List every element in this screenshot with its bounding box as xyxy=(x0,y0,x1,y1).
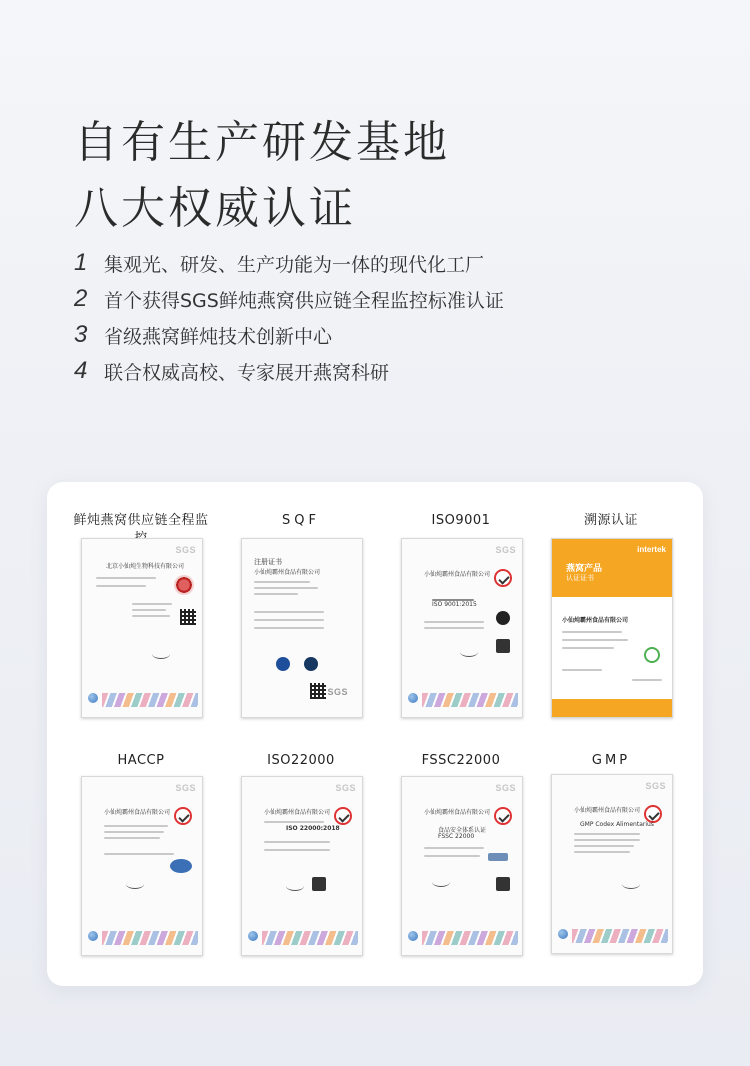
feature-number: 3 xyxy=(74,321,88,348)
certificate-card xyxy=(391,752,531,840)
signature-icon xyxy=(622,879,640,889)
sgs-logo: SGS xyxy=(175,545,196,555)
seal-icon xyxy=(174,575,194,595)
certificate-banner-title: 燕窝产品 xyxy=(566,564,603,574)
certificate-company: 小仙炖霸州食品有限公司 xyxy=(424,571,491,578)
signature-icon xyxy=(152,649,170,659)
certificate-card xyxy=(541,512,681,624)
qr-code-icon xyxy=(180,609,196,625)
ribbon-decoration xyxy=(102,931,198,945)
sgs-seal-icon xyxy=(494,807,512,825)
sgs-logo: SGS xyxy=(495,545,516,555)
sgs-seal-icon xyxy=(494,569,512,587)
certificate-title: 溯源认证 xyxy=(583,513,638,528)
feature-item xyxy=(74,353,504,389)
signature-icon xyxy=(286,881,304,891)
ukas-seal-icon xyxy=(304,657,318,671)
certificate-card xyxy=(231,752,371,832)
sgs-logo: SGS xyxy=(645,781,666,791)
certificate-title: 鲜炖燕窝供应链全程监 xyxy=(73,513,209,528)
headline-line1: 自有生产研发基地 xyxy=(74,117,450,168)
green-seal-icon xyxy=(644,647,660,663)
certificate-card xyxy=(541,752,681,828)
certificate-company: 北京小仙炖生物科技有限公司 xyxy=(106,563,185,570)
iaf-seal-icon xyxy=(496,611,510,625)
feature-text: 首个获得SGS鲜炖燕窝供应链全程监控标准认证 xyxy=(104,289,504,312)
certificate-standard: GMP Codex Alimentarius xyxy=(580,821,654,828)
feature-text: 集观光、研发、生产功能为一体的现代化工厂 xyxy=(104,253,485,276)
feature-item xyxy=(74,317,504,353)
certificate-company: 小仙炖霸州食品有限公司 xyxy=(254,569,321,576)
ribbon-decoration xyxy=(572,929,668,943)
headline-line2: 八大权威认证 xyxy=(74,183,356,234)
certificate-heading: 注册证书 xyxy=(254,558,282,566)
feature-list xyxy=(74,245,504,389)
certificate-title: SQF xyxy=(282,513,320,528)
globe-icon xyxy=(408,931,418,941)
certificate-card xyxy=(231,512,371,697)
feature-number: 2 xyxy=(74,285,88,312)
sgs-seal-icon xyxy=(334,807,352,825)
certificates-panel xyxy=(47,482,703,986)
sgs-certificate-icon xyxy=(401,776,523,956)
ribbon-decoration xyxy=(422,693,518,707)
certificate-title: FSSC22000 xyxy=(421,753,501,768)
certificate-title: ISO9001 xyxy=(431,513,491,528)
globe-icon xyxy=(248,931,258,941)
certificate-title: GMP xyxy=(591,753,631,768)
globe-icon xyxy=(88,693,98,703)
feature-item xyxy=(74,281,504,317)
signature-icon xyxy=(126,879,144,889)
sgs-certificate-icon xyxy=(81,538,203,718)
certificate-card xyxy=(391,512,531,608)
sgs-logo: SGS xyxy=(335,783,356,793)
headline xyxy=(74,110,450,242)
certificate-company: 小仙炖霸州食品有限公司 xyxy=(562,617,629,624)
fssc-logo-icon xyxy=(488,853,508,861)
qr-code-icon xyxy=(310,683,326,699)
signature-icon xyxy=(460,647,478,657)
certificate-card xyxy=(71,752,211,816)
sgs-certificate-icon xyxy=(551,774,673,954)
sgs-certificate-icon xyxy=(401,538,523,718)
certificate-standard: ISO 22000:2018 xyxy=(286,825,340,832)
certificate-title: ISO22000 xyxy=(267,753,335,768)
ribbon-decoration xyxy=(262,931,358,945)
globe-icon xyxy=(88,931,98,941)
signature-icon xyxy=(432,877,450,887)
globe-icon xyxy=(408,693,418,703)
sgs-certificate-icon xyxy=(81,776,203,956)
feature-item xyxy=(74,245,504,281)
certificate-title: HACCP xyxy=(117,753,165,768)
sgs-seal-icon xyxy=(174,807,192,825)
sgs-certificate-icon xyxy=(241,776,363,956)
certificate-company: 小仙炖霸州食品有限公司 xyxy=(104,809,171,816)
sgs-logo: SGS xyxy=(495,783,516,793)
certificate-card xyxy=(71,512,211,570)
intertek-logo: intertek xyxy=(637,545,666,554)
ukas-seal-icon xyxy=(496,639,510,653)
certificate-heading: 食品安全体系认证 xyxy=(438,827,487,834)
sgs-logo: SGS xyxy=(175,783,196,793)
ukas-seal-icon xyxy=(312,877,326,891)
feature-text: 联合权威高校、专家展开燕窝科研 xyxy=(104,361,390,384)
sgs-logo: SGS xyxy=(327,687,348,697)
feature-number: 1 xyxy=(74,249,88,276)
ribbon-decoration xyxy=(422,931,518,945)
certificate-banner-subtitle: 认证证书 xyxy=(566,574,594,582)
ukas-seal-icon xyxy=(496,877,510,891)
certificate-band-bottom xyxy=(552,699,672,717)
feature-text: 省级燕窝鲜炖技术创新中心 xyxy=(104,325,333,348)
sqf-seal-icon xyxy=(276,657,290,671)
ribbon-decoration xyxy=(102,693,198,707)
certificate-company: 小仙炖霸州食品有限公司 xyxy=(264,809,331,816)
globe-icon xyxy=(558,929,568,939)
certificate-standard: ISO 9001:2015 xyxy=(432,601,477,608)
sgs-certificate-icon xyxy=(241,538,363,718)
certificate-company: 小仙炖霸州食品有限公司 xyxy=(574,807,641,814)
intertek-certificate-icon xyxy=(551,538,673,718)
feature-number: 4 xyxy=(74,357,88,384)
certificate-standard: FSSC 22000 xyxy=(438,833,475,840)
certificate-company: 小仙炖霸州食品有限公司 xyxy=(424,809,491,816)
cnas-seal-icon xyxy=(170,859,192,873)
